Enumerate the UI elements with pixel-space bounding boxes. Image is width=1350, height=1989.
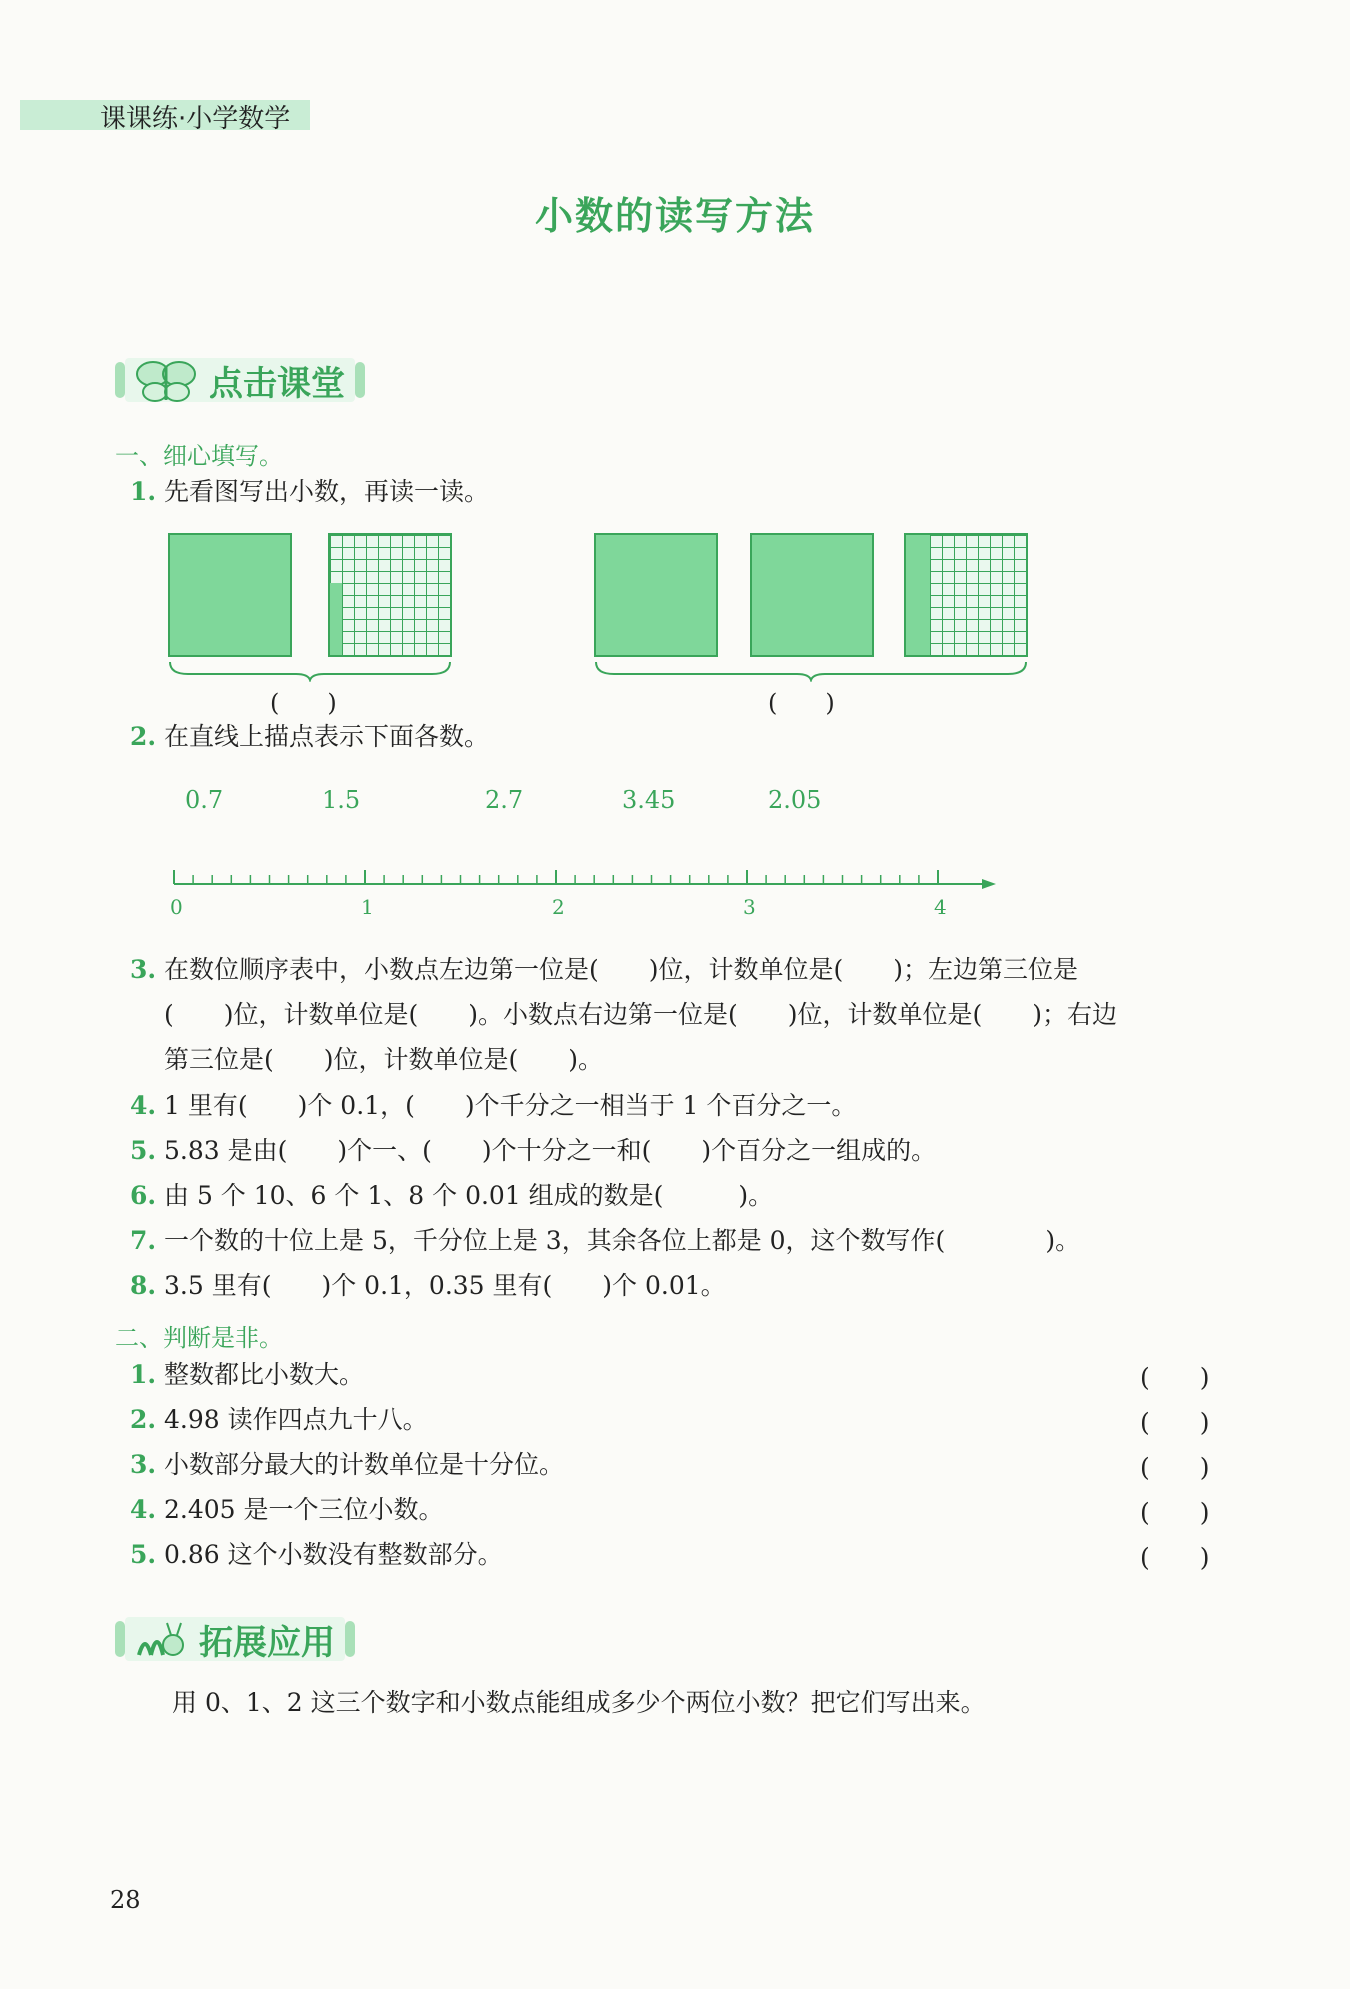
page-title: 小数的读写方法 [534,194,815,238]
judge-answer-blank[interactable]: ( ) [1140,1543,1210,1572]
section-banner-click-class [115,356,365,404]
part1-heading: 一、细心填写。 [115,442,283,470]
question-text: 0.86 这个小数没有整数部分。 [164,1540,503,1569]
question-number: 3. [130,1450,157,1479]
tick-label: 1 [361,895,374,919]
section-title: 拓展应用 [199,1622,335,1663]
question-4 [130,1089,856,1123]
tick-label: 3 [743,895,756,919]
question-text: 一个数的十位上是 5，千分位上是 3，其余各位上都是 0，这个数写作( )。 [164,1226,1081,1255]
question-text: 2.405 是一个三位小数。 [164,1495,444,1524]
question-number: 7. [130,1226,157,1255]
brace-icon [168,660,452,682]
answer-blank[interactable]: ( ) [270,689,337,717]
judge-item-4 [130,1493,444,1527]
figure-full-square [594,533,718,657]
banner-right-cap [355,362,365,398]
arrow-icon [982,879,996,889]
question-number: 5. [130,1136,157,1165]
page-number: 28 [110,1886,141,1914]
banner-right-cap [345,1621,355,1657]
question-number: 4. [130,1495,157,1524]
tick-label: 2 [552,895,565,919]
extension-question: 用 0、1、2 这三个数字和小数点能组成多少个两位小数？把它们写出来。 [172,1688,986,1717]
question-2 [130,720,489,754]
question-text: 5.83 是由( )个一、( )个十分之一和( )个百分之一组成的。 [164,1136,937,1165]
tick-label: 0 [170,895,183,919]
banner-body [125,358,355,402]
shaded-cells [330,583,342,655]
judge-item-5 [130,1538,503,1572]
section-banner-extension [115,1615,355,1663]
question-8 [130,1269,726,1303]
answer-blank[interactable]: ( ) [768,689,835,717]
judge-answer-blank[interactable]: ( ) [1140,1453,1210,1482]
question-number: 8. [130,1271,157,1300]
question-text: 3.5 里有( )个 0.1，0.35 里有( )个 0.01。 [164,1271,726,1300]
question-number: 2. [130,722,157,751]
tick-label: 4 [934,895,947,919]
figure-hundred-grid [328,533,452,657]
question-number: 3. [130,955,157,984]
figure-full-square [168,533,292,657]
question-text: 先看图写出小数，再读一读。 [164,477,490,506]
banner-left-cap [115,1621,125,1657]
number-line[interactable] [160,860,1020,930]
question-number: 1. [130,1360,157,1389]
question-number: 1. [130,477,157,506]
question-1 [130,475,489,509]
judge-answer-blank[interactable]: ( ) [1140,1408,1210,1437]
question-text: 整数都比小数大。 [164,1360,365,1389]
number-to-plot: 3.45 [622,786,676,814]
question-text: 1 里有( )个 0.1，( )个千分之一相当于 1 个百分之一。 [164,1091,857,1120]
shaded-cells [906,535,930,655]
question-number: 2. [130,1405,157,1434]
number-to-plot: 0.7 [185,786,224,814]
question-6 [130,1179,773,1213]
question-3 [130,953,1078,987]
question-number: 5. [130,1540,157,1569]
judge-answer-blank[interactable]: ( ) [1140,1363,1210,1392]
figure-hundred-grid [904,533,1028,657]
question-7 [130,1224,1080,1258]
question-text: 4.98 读作四点九十八。 [164,1405,428,1434]
number-to-plot: 2.05 [768,786,822,814]
series-title: 课课练·小学数学 [100,104,291,134]
judge-item-1 [130,1358,364,1392]
question-text: 在数位顺序表中，小数点左边第一位是( )位，计数单位是( )；左边第三位是 [164,955,1079,984]
judge-answer-blank[interactable]: ( ) [1140,1498,1210,1527]
banner-body [125,1617,345,1661]
question-number: 6. [130,1181,157,1210]
judge-item-3 [130,1448,564,1482]
butterfly-icon [131,356,201,404]
figure-full-square [750,533,874,657]
question-text: 在直线上描点表示下面各数。 [164,722,490,751]
banner-left-cap [115,362,125,398]
number-to-plot: 1.5 [322,786,361,814]
question-3-line-3: 第三位是( )位，计数单位是( )。 [164,1045,604,1074]
question-3-line-2: ( )位，计数单位是( )。小数点右边第一位是( )位，计数单位是( )；右边 [164,1000,1118,1029]
judge-item-2 [130,1403,428,1437]
section-title: 点击课堂 [209,363,345,404]
question-number: 4. [130,1091,157,1120]
part2-heading: 二、判断是非。 [115,1324,283,1352]
caterpillar-icon [131,1615,191,1663]
question-5 [130,1134,936,1168]
brace-icon [594,660,1028,682]
question-text: 由 5 个 10、6 个 1、8 个 0.01 组成的数是( )。 [164,1181,774,1210]
question-text: 小数部分最大的计数单位是十分位。 [164,1450,565,1479]
number-to-plot: 2.7 [485,786,524,814]
